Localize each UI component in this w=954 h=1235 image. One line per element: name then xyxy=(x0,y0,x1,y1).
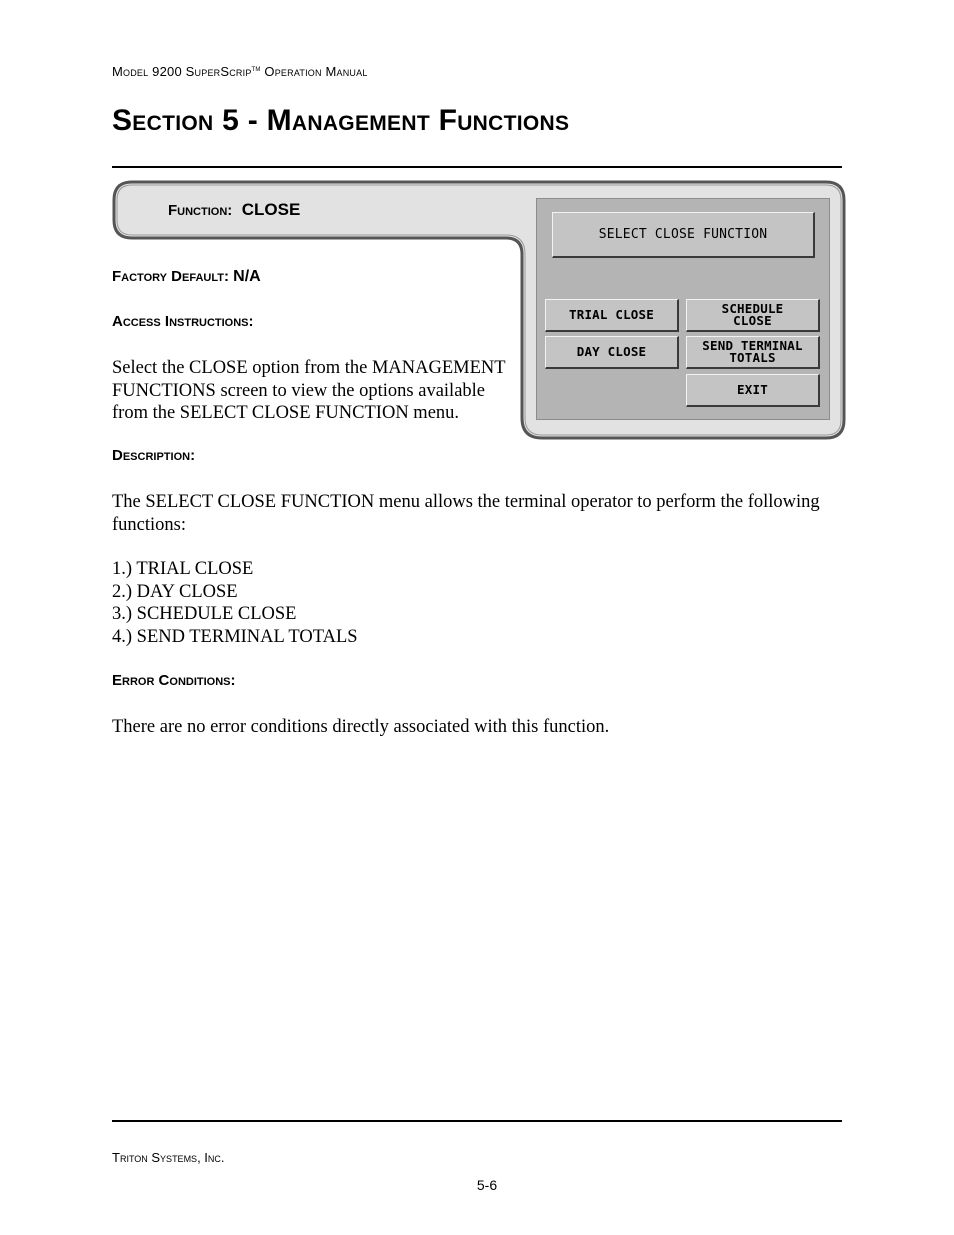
error-heading-text: Error Conditions xyxy=(112,672,231,689)
access-heading: Access Instructions: xyxy=(112,313,254,330)
error-heading: Error Conditions: xyxy=(112,672,236,689)
top-rule xyxy=(112,166,842,168)
send-terminal-totals-button[interactable]: SEND TERMINAL TOTALS xyxy=(686,336,820,369)
page-number: 5-6 xyxy=(476,1177,498,1193)
list-item: 3.) SCHEDULE CLOSE xyxy=(112,604,297,624)
header-manual: Operation Manual xyxy=(264,64,368,79)
factory-default-key: Factory Default xyxy=(112,268,224,285)
atm-screen xyxy=(536,198,830,420)
header-model: Model 9200 SuperScrip xyxy=(112,64,252,79)
access-line: FUNCTIONS screen to view the options available xyxy=(112,380,486,401)
description-line: The SELECT CLOSE FUNCTION menu allows the terminal operator to perform the following xyxy=(112,492,820,512)
access-paragraph xyxy=(112,357,506,425)
list-item: 1.) TRIAL CLOSE xyxy=(112,559,254,579)
trial-close-button[interactable]: TRIAL CLOSE xyxy=(545,299,679,332)
function-list xyxy=(112,558,358,648)
screen-title: SELECT CLOSE FUNCTION xyxy=(552,212,815,258)
schedule-close-button[interactable]: SCHEDULE CLOSE xyxy=(686,299,820,332)
footer-company: Triton Systems, Inc. xyxy=(112,1150,225,1165)
access-line: Select the CLOSE option from the MANAGEMENT xyxy=(112,358,506,378)
running-header xyxy=(112,64,368,79)
error-paragraph: There are no error conditions directly associated with this function. xyxy=(112,717,610,737)
access-line: from the SELECT CLOSE FUNCTION menu. xyxy=(112,403,460,423)
factory-default: Factory Default: N/A xyxy=(112,268,261,285)
section-title: Section 5 - Management Functions xyxy=(112,104,570,137)
bottom-rule xyxy=(112,1120,842,1122)
function-key: Function xyxy=(168,202,228,219)
description-paragraph xyxy=(112,491,842,536)
access-heading-text: Access Instructions xyxy=(112,313,249,330)
list-item: 2.) DAY CLOSE xyxy=(112,581,238,602)
description-heading-text: Description xyxy=(112,447,191,464)
function-value: CLOSE xyxy=(241,200,301,219)
factory-default-value: N/A xyxy=(233,268,261,285)
day-close-button[interactable]: DAY CLOSE xyxy=(545,336,679,369)
exit-button[interactable]: EXIT xyxy=(686,374,820,407)
description-heading: Description: xyxy=(112,447,196,464)
trademark: TM xyxy=(251,67,261,73)
description-line: functions: xyxy=(112,514,186,535)
list-item: 4.) SEND TERMINAL TOTALS xyxy=(112,626,358,647)
function-label: Function: CLOSE xyxy=(168,200,301,219)
